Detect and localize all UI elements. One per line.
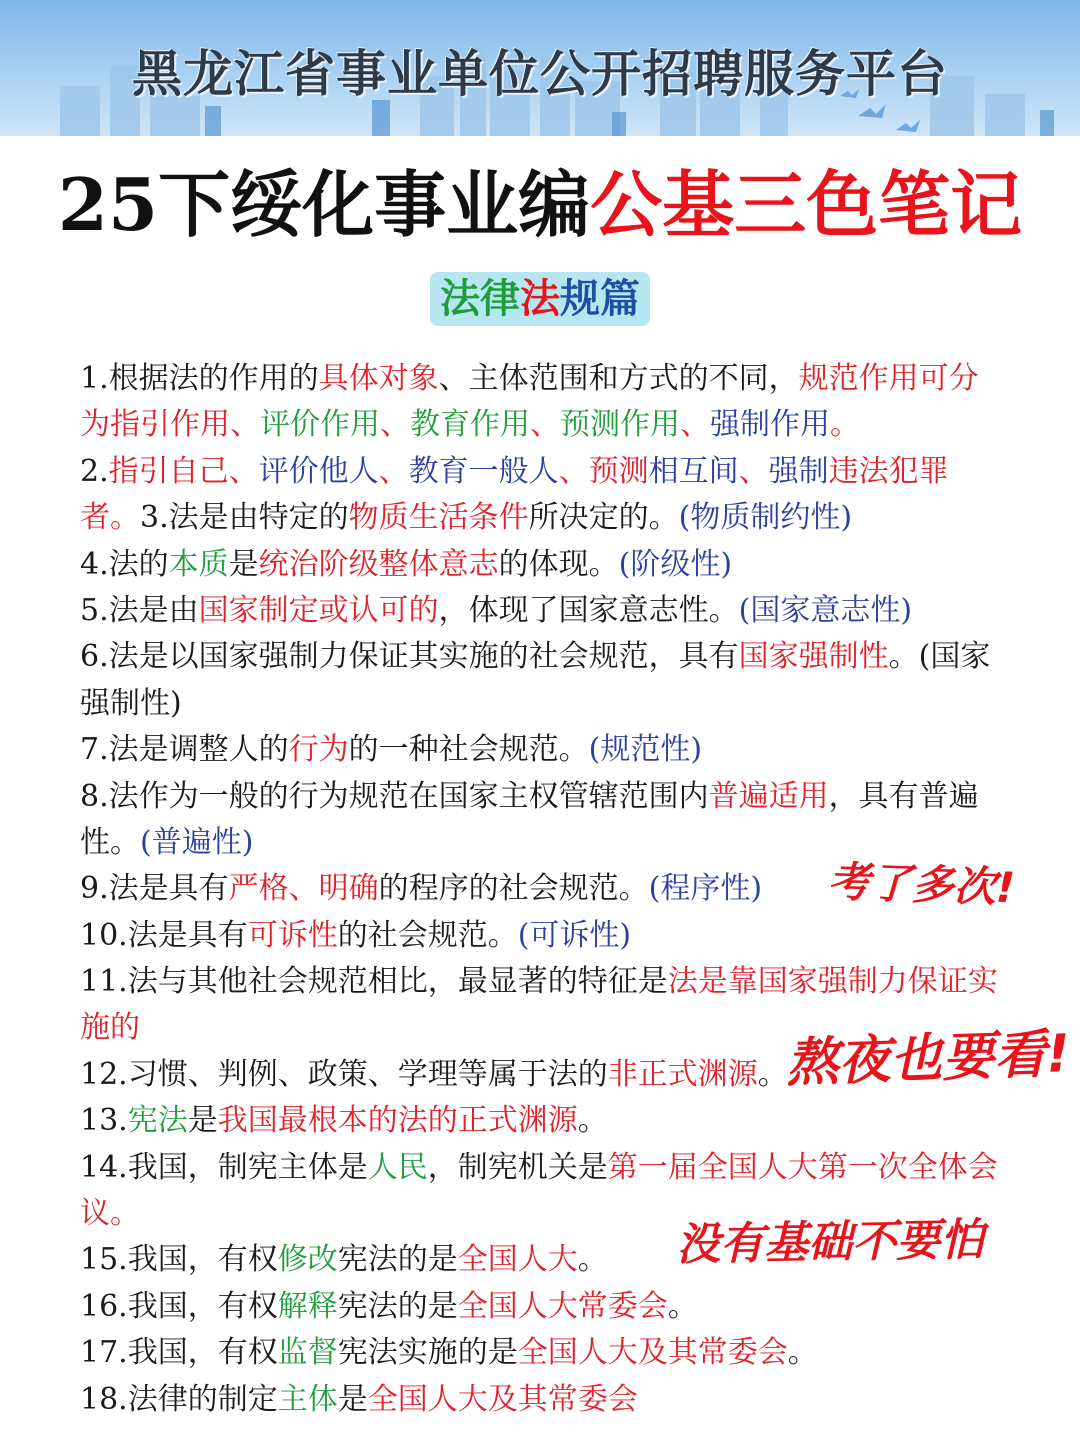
text-segment: 4.法的 [80,546,169,582]
text-segment: 强制性) [80,685,182,721]
text-segment: 人民 [367,1149,428,1185]
page-title-black: 25下绥化事业编 [57,162,591,247]
text-segment: 、 [738,453,769,489]
text-segment: 行为 [288,732,349,768]
text-segment: 17.我国，有权 [80,1335,278,1371]
text-segment: 普遍适用 [708,778,829,814]
text-line [80,681,1040,727]
text-segment: 3.法是由特定的 [140,500,349,536]
text-segment: 宪法 [127,1103,188,1139]
text-segment: 18.法律的制定 [80,1381,278,1417]
text-line [80,634,1040,680]
text-segment: 16.我国，有权 [80,1288,278,1324]
text-segment: ，制宪机关是 [427,1149,608,1185]
text-segment: 全国人大及其常委会 [517,1335,788,1371]
text-segment: 非正式渊源 [607,1056,758,1092]
text-segment: 。 [830,407,860,443]
text-segment: 是 [187,1103,218,1139]
text-segment: 、主体范围和方式的不同， [438,361,799,396]
text-segment: (普遍性) [140,824,254,860]
text-segment: 所决定的。 [528,500,679,536]
banner [0,0,1080,136]
text-segment: 。 [577,1242,608,1278]
section-badge-part2: 法 [520,275,560,322]
section-badge-part1: 法律 [440,275,520,322]
text-segment: 规范作用可分 [798,361,979,396]
page-title-red: 公基三色笔记 [590,162,1023,247]
text-line [80,542,1040,588]
text-line [80,449,1040,495]
text-segment: 、 [380,407,410,443]
text-line [80,356,1040,402]
text-line [80,913,1040,959]
banner-title: 黑龙江省事业单位公开招聘服务平台 [132,45,948,103]
text-segment: 为指引作用、 [80,407,260,443]
text-segment: 、 [530,407,560,443]
text-segment: 宪法实施的是 [337,1335,518,1371]
text-segment: 物质生活条件 [348,500,529,536]
text-segment: 9.法是具有 [80,871,229,907]
text-segment: 是 [337,1381,368,1417]
text-segment: ，具有普遍 [828,778,979,814]
text-segment: 宪法的是 [337,1288,458,1324]
text-segment: (阶级性) [618,546,733,582]
handwritten-note: 考了多次! [827,856,1016,913]
text-segment: 。 [757,1056,788,1092]
text-segment: 14.我国，制宪主体是 [80,1149,368,1185]
text-segment: 教育作用 [410,407,530,443]
text-segment: 评价他人 [258,453,379,489]
text-segment: 的程序的社会规范。 [378,871,649,907]
text-segment: 。 [667,1288,698,1324]
text-segment: 严格、明确 [228,871,379,907]
text-segment: 13. [80,1103,128,1139]
text-segment: 本质 [168,546,229,582]
text-line [80,402,1040,448]
text-segment: 、 [378,453,409,489]
text-segment: 、预测 [558,453,649,489]
text-segment: 修改 [277,1242,338,1278]
text-segment: 。 [787,1335,818,1371]
text-segment: 7.法是调整人的 [80,732,289,768]
text-segment: 宪法的是 [337,1242,458,1278]
text-segment: 6.法是以国家强制力保证其实施的社会规范，具有 [80,639,739,675]
text-segment: 5.法是由 [80,592,199,628]
text-segment: 10.法是具有 [80,917,248,953]
text-segment: 主体 [277,1381,338,1417]
text-line [80,1330,1040,1376]
text-segment: 者。 [80,500,140,536]
text-segment: 8.法作为一般的行为规范在国家主权管辖范围内 [80,778,709,814]
text-segment: 11.法与其他社会规范相比，最显著的特征是 [80,964,668,1000]
text-line [80,1145,1040,1191]
text-line [80,959,1040,1005]
text-segment: 强制作用 [710,407,830,443]
text-segment: 解释 [277,1288,338,1324]
text-segment: 的社会规范。 [337,917,518,953]
text-segment: 可诉性 [247,917,338,953]
section-badge [430,272,650,326]
text-line [80,727,1040,773]
text-segment: 预测作用 [560,407,680,443]
text-segment: (国家意志性) [738,592,913,628]
text-segment: 12.习惯、判例、政策、学理等属于法的 [80,1056,608,1092]
text-segment: 监督 [277,1335,338,1371]
text-segment: (规范性) [588,732,703,768]
text-segment: 全国人大常委会 [457,1288,668,1324]
text-segment: 议。 [80,1196,140,1232]
text-segment: 15.我国，有权 [80,1242,278,1278]
text-segment: (可诉性) [517,917,632,953]
text-segment: 具体对象 [318,361,439,396]
text-segment: 。 [577,1103,608,1139]
text-line [80,588,1040,634]
text-segment: 的一种社会规范。 [348,732,589,768]
text-segment: 国家强制性 [738,639,889,675]
text-segment: 2. [80,453,109,489]
text-segment: 。(国家 [888,639,991,675]
handwritten-note: 熬夜也要看! [785,1024,1071,1094]
text-segment: 违法犯罪 [828,453,949,489]
text-segment: 教育一般人 [408,453,559,489]
text-segment: 法是靠国家强制力保证实 [667,964,998,1000]
text-segment: (物质制约性) [678,500,853,536]
text-segment: 第一届全国人大第一次全体会 [607,1149,998,1185]
text-line [80,774,1040,820]
text-line [80,1284,1040,1330]
text-segment: 统治阶级整体意志 [258,546,499,582]
text-segment: 国家制定或认可的 [198,592,439,628]
text-segment: 全国人大 [457,1242,578,1278]
page-title [0,160,1080,250]
section-badge-part3: 规篇 [560,275,640,322]
text-segment: 1.根据法的作用的 [80,361,319,396]
text-segment: 性。 [80,824,140,860]
text-segment: 指引自己、 [108,453,259,489]
text-line [80,1098,1040,1144]
handwritten-note: 没有基础不要怕 [675,1214,985,1271]
text-segment: 相互间 [648,453,739,489]
text-segment: 施的 [80,1010,140,1046]
text-segment: 强制 [768,453,829,489]
text-line [80,1377,1040,1423]
text-segment: 的体现。 [498,546,619,582]
text-segment: 我国最根本的法的正式渊源 [217,1103,578,1139]
text-segment: 、 [680,407,710,443]
text-line [80,495,1040,541]
text-segment: (程序性) [648,871,763,907]
text-segment: 评价作用 [260,407,380,443]
text-segment: 全国人大及其常委会 [367,1381,638,1417]
text-segment: ，体现了国家意志性。 [438,592,739,628]
text-segment: 是 [228,546,259,582]
